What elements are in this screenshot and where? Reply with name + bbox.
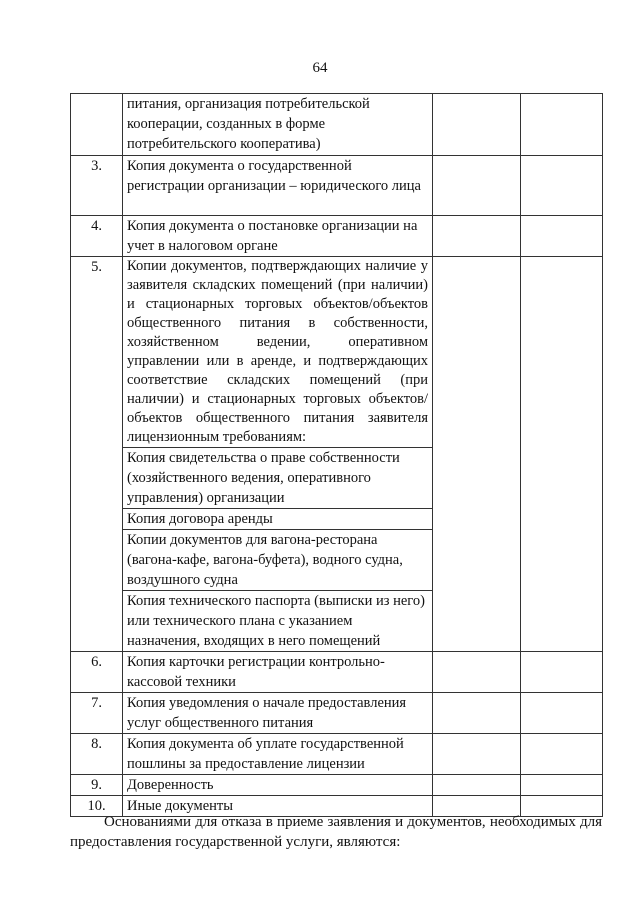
row-number: 6. bbox=[71, 652, 123, 693]
document-name: Доверенность bbox=[123, 775, 433, 796]
empty-cell bbox=[433, 156, 521, 216]
page-number: 64 bbox=[312, 60, 328, 76]
row-number: 7. bbox=[71, 693, 123, 734]
table-row bbox=[71, 734, 603, 775]
table-row bbox=[71, 216, 603, 257]
empty-cell bbox=[433, 693, 521, 734]
row-number: 4. bbox=[71, 216, 123, 257]
empty-cell bbox=[433, 652, 521, 693]
document-name: Копии документов, подтверждающих наличие у заявителя складских помещений (при наличии) и стационарных торговых объектов/объектов общественного питания в собственности, хозяйственном ведении, оперативном управлении или в аренде, и подтверждающих соответствие складских помещений (при наличии) и стационарных торговых объектов/объектов общественного питания заявителя лицензионным требованиям: bbox=[123, 257, 433, 448]
empty-cell bbox=[521, 156, 603, 216]
document-name: Копия документа о государственной регистрации организации – юридического лица bbox=[123, 156, 433, 216]
document-name: Копия договора аренды bbox=[123, 509, 433, 530]
row-number: 9. bbox=[71, 775, 123, 796]
table-row bbox=[71, 775, 603, 796]
table-row bbox=[71, 94, 603, 156]
documents-table bbox=[70, 93, 603, 817]
document-name: Копии документов для вагона-ресторана (вагона-кафе, вагона-буфета), водного судна, воздушного судна bbox=[123, 530, 433, 591]
document-name: Копия документа об уплате государственной пошлины за предоставление лицензии bbox=[123, 734, 433, 775]
table-row bbox=[71, 693, 603, 734]
document-name: Копия технического паспорта (выписки из него) или технического плана с указанием назначения, входящих в него помещений bbox=[123, 591, 433, 652]
empty-cell bbox=[521, 734, 603, 775]
table-row bbox=[71, 156, 603, 216]
empty-cell bbox=[433, 216, 521, 257]
row-number: 10. bbox=[71, 796, 123, 817]
row-number: 3. bbox=[71, 156, 123, 216]
document-name: Копия карточки регистрации контрольно-кассовой техники bbox=[123, 652, 433, 693]
row-number: 8. bbox=[71, 734, 123, 775]
empty-cell bbox=[521, 94, 603, 156]
row-number: 5. bbox=[71, 257, 123, 652]
empty-cell bbox=[433, 94, 521, 156]
row-number bbox=[71, 94, 123, 156]
empty-cell bbox=[433, 257, 521, 652]
document-name: питания, организация потребительской кооперации, созданных в форме потребительского кооператива) bbox=[123, 94, 433, 156]
document-name: Иные документы bbox=[123, 796, 433, 817]
document-name: Копия свидетельства о праве собственности (хозяйственного ведения, оперативного управления) организации bbox=[123, 448, 433, 509]
document-name: Копия уведомления о начале предоставления услуг общественного питания bbox=[123, 693, 433, 734]
table-row bbox=[71, 257, 603, 448]
empty-cell bbox=[521, 652, 603, 693]
table-row bbox=[71, 652, 603, 693]
empty-cell bbox=[521, 775, 603, 796]
empty-cell bbox=[433, 734, 521, 775]
refusal-grounds-paragraph: Основаниями для отказа в приеме заявления и документов, необходимых для предоставления государственной услуги, являются: bbox=[70, 814, 602, 850]
document-name: Копия документа о постановке организации на учет в налоговом органе bbox=[123, 216, 433, 257]
empty-cell bbox=[521, 693, 603, 734]
empty-cell bbox=[433, 775, 521, 796]
empty-cell bbox=[521, 216, 603, 257]
empty-cell bbox=[521, 257, 603, 652]
